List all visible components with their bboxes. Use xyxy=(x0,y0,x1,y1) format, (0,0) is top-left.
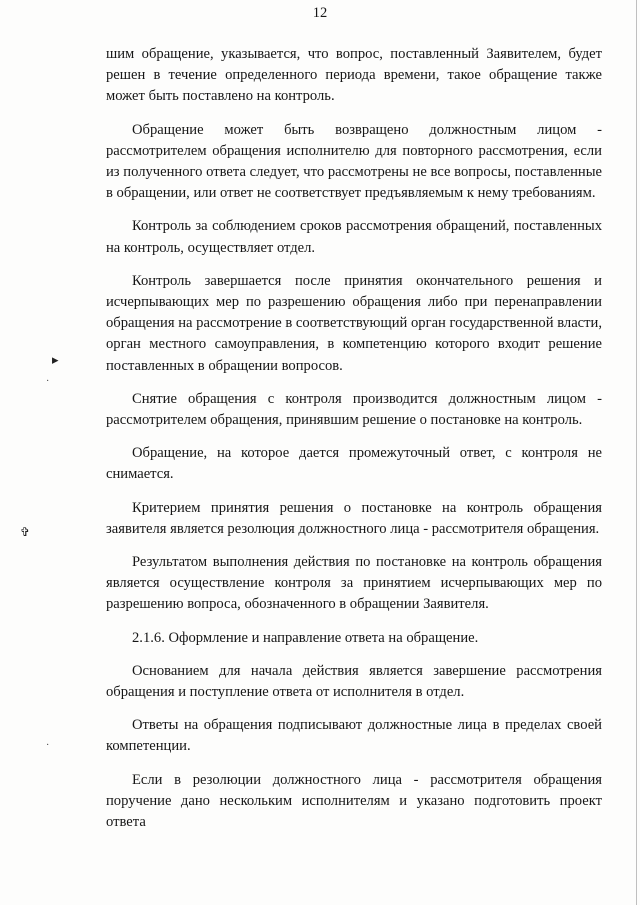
paragraph: Критерием принятия решения о постановке на контроль обращения заявителя является резолюция должностного лица - рассмотрителя обращения. xyxy=(106,499,602,537)
paragraph: шим обращение, указывается, что вопрос, поставленный Заявителем, будет решен в течение определенного периода времени, такое обращение также может быть поставлено на контроль. xyxy=(106,46,602,105)
paragraph: Ответы на обращения подписывают должностные лица в пределах своей компетенции. xyxy=(106,717,602,755)
scan-mark: ▸ xyxy=(52,352,59,367)
section-heading: 2.1.6. Оформление и направление ответа на обращение. xyxy=(132,629,479,646)
paragraph: Обращение, на которое дается промежуточный ответ, с контроля не снимается. xyxy=(106,445,602,483)
paragraph: Контроль завершается после принятия окончательного решения и исчерпывающих мер по разрешению обращения либо при перенаправлении обращения на рассмотрение в соответствующий орган государственной власти, орган местного самоуправления, в компетенцию которого входит решение поставленных в обращении вопросов. xyxy=(106,272,602,374)
scan-mark: · xyxy=(46,376,50,387)
paragraph: Результатом выполнения действия по постановке на контроль обращения является осуществление контроля за принятием исчерпывающих мер по разрешению вопроса, обозначенного в обращении Заявителя. xyxy=(106,554,602,613)
body-text xyxy=(106,44,602,845)
scan-mark: ✞ xyxy=(20,525,31,539)
scan-edge-line xyxy=(636,0,637,905)
paragraph: Снятие обращения с контроля производится должностным лицом - рассмотрителем обращения, принявшим решение о постановке на контроль. xyxy=(106,390,602,429)
paragraph: Обращение может быть возвращено должностным лицом - рассмотрителем обращения исполнителю для повторного рассмотрения, если из полученного ответа следует, что рассмотрены не все вопросы, поставленные в обращении, или ответ не соответствует предъявляемым к нему требованиям. xyxy=(106,121,602,202)
scan-mark: · xyxy=(46,740,50,751)
paragraph: Основанием для начала действия является завершение рассмотрения обращения и поступление ответа от исполнителя в отдел. xyxy=(106,662,602,701)
page-number: 12 xyxy=(312,5,328,21)
paragraph: Контроль за соблюдением сроков рассмотрения обращений, поставленных на контроль, осуществляет отдел. xyxy=(106,218,602,256)
paragraph: Если в резолюции должностного лица - рассмотрителя обращения поручение дано нескольким исполнителям и указано подготовить проект ответа xyxy=(106,771,602,831)
